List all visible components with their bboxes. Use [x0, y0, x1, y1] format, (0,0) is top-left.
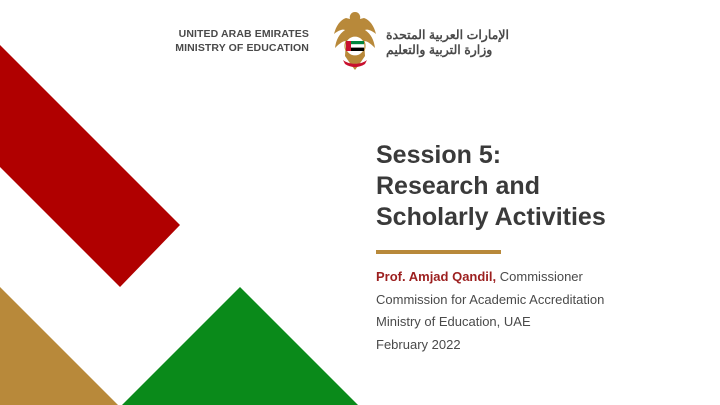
country-name-ar: الإمارات العربية المتحدة	[386, 28, 509, 42]
presentation-date: February 2022	[376, 336, 461, 352]
presenter-line	[376, 266, 716, 289]
ministry-name-en: MINISTRY OF EDUCATION	[175, 42, 309, 54]
uae-falcon-emblem-icon	[331, 10, 379, 72]
header-arabic	[386, 28, 526, 58]
gold-triangle	[0, 287, 118, 405]
title-line-1: Session 5:	[376, 141, 502, 169]
presenter-name: Prof. Amjad Qandil,	[376, 269, 497, 284]
green-triangle	[122, 287, 358, 405]
title-line-2: Research and	[376, 172, 540, 200]
presenter-ministry: Ministry of Education, UAE	[376, 314, 531, 329]
presenter-info	[376, 266, 716, 356]
title-underline-divider	[376, 250, 501, 254]
country-name-en: UNITED ARAB EMIRATES	[178, 28, 309, 40]
title-line-3: Scholarly Activities	[376, 203, 606, 231]
presenter-role: Commissioner	[499, 269, 583, 284]
red-diagonal-band	[0, 45, 180, 287]
header-english	[175, 27, 309, 55]
presenter-organization: Commission for Academic Accreditation	[376, 291, 605, 307]
ministry-name-ar: وزارة التربية والتعليم	[386, 43, 493, 57]
session-title	[376, 140, 716, 233]
